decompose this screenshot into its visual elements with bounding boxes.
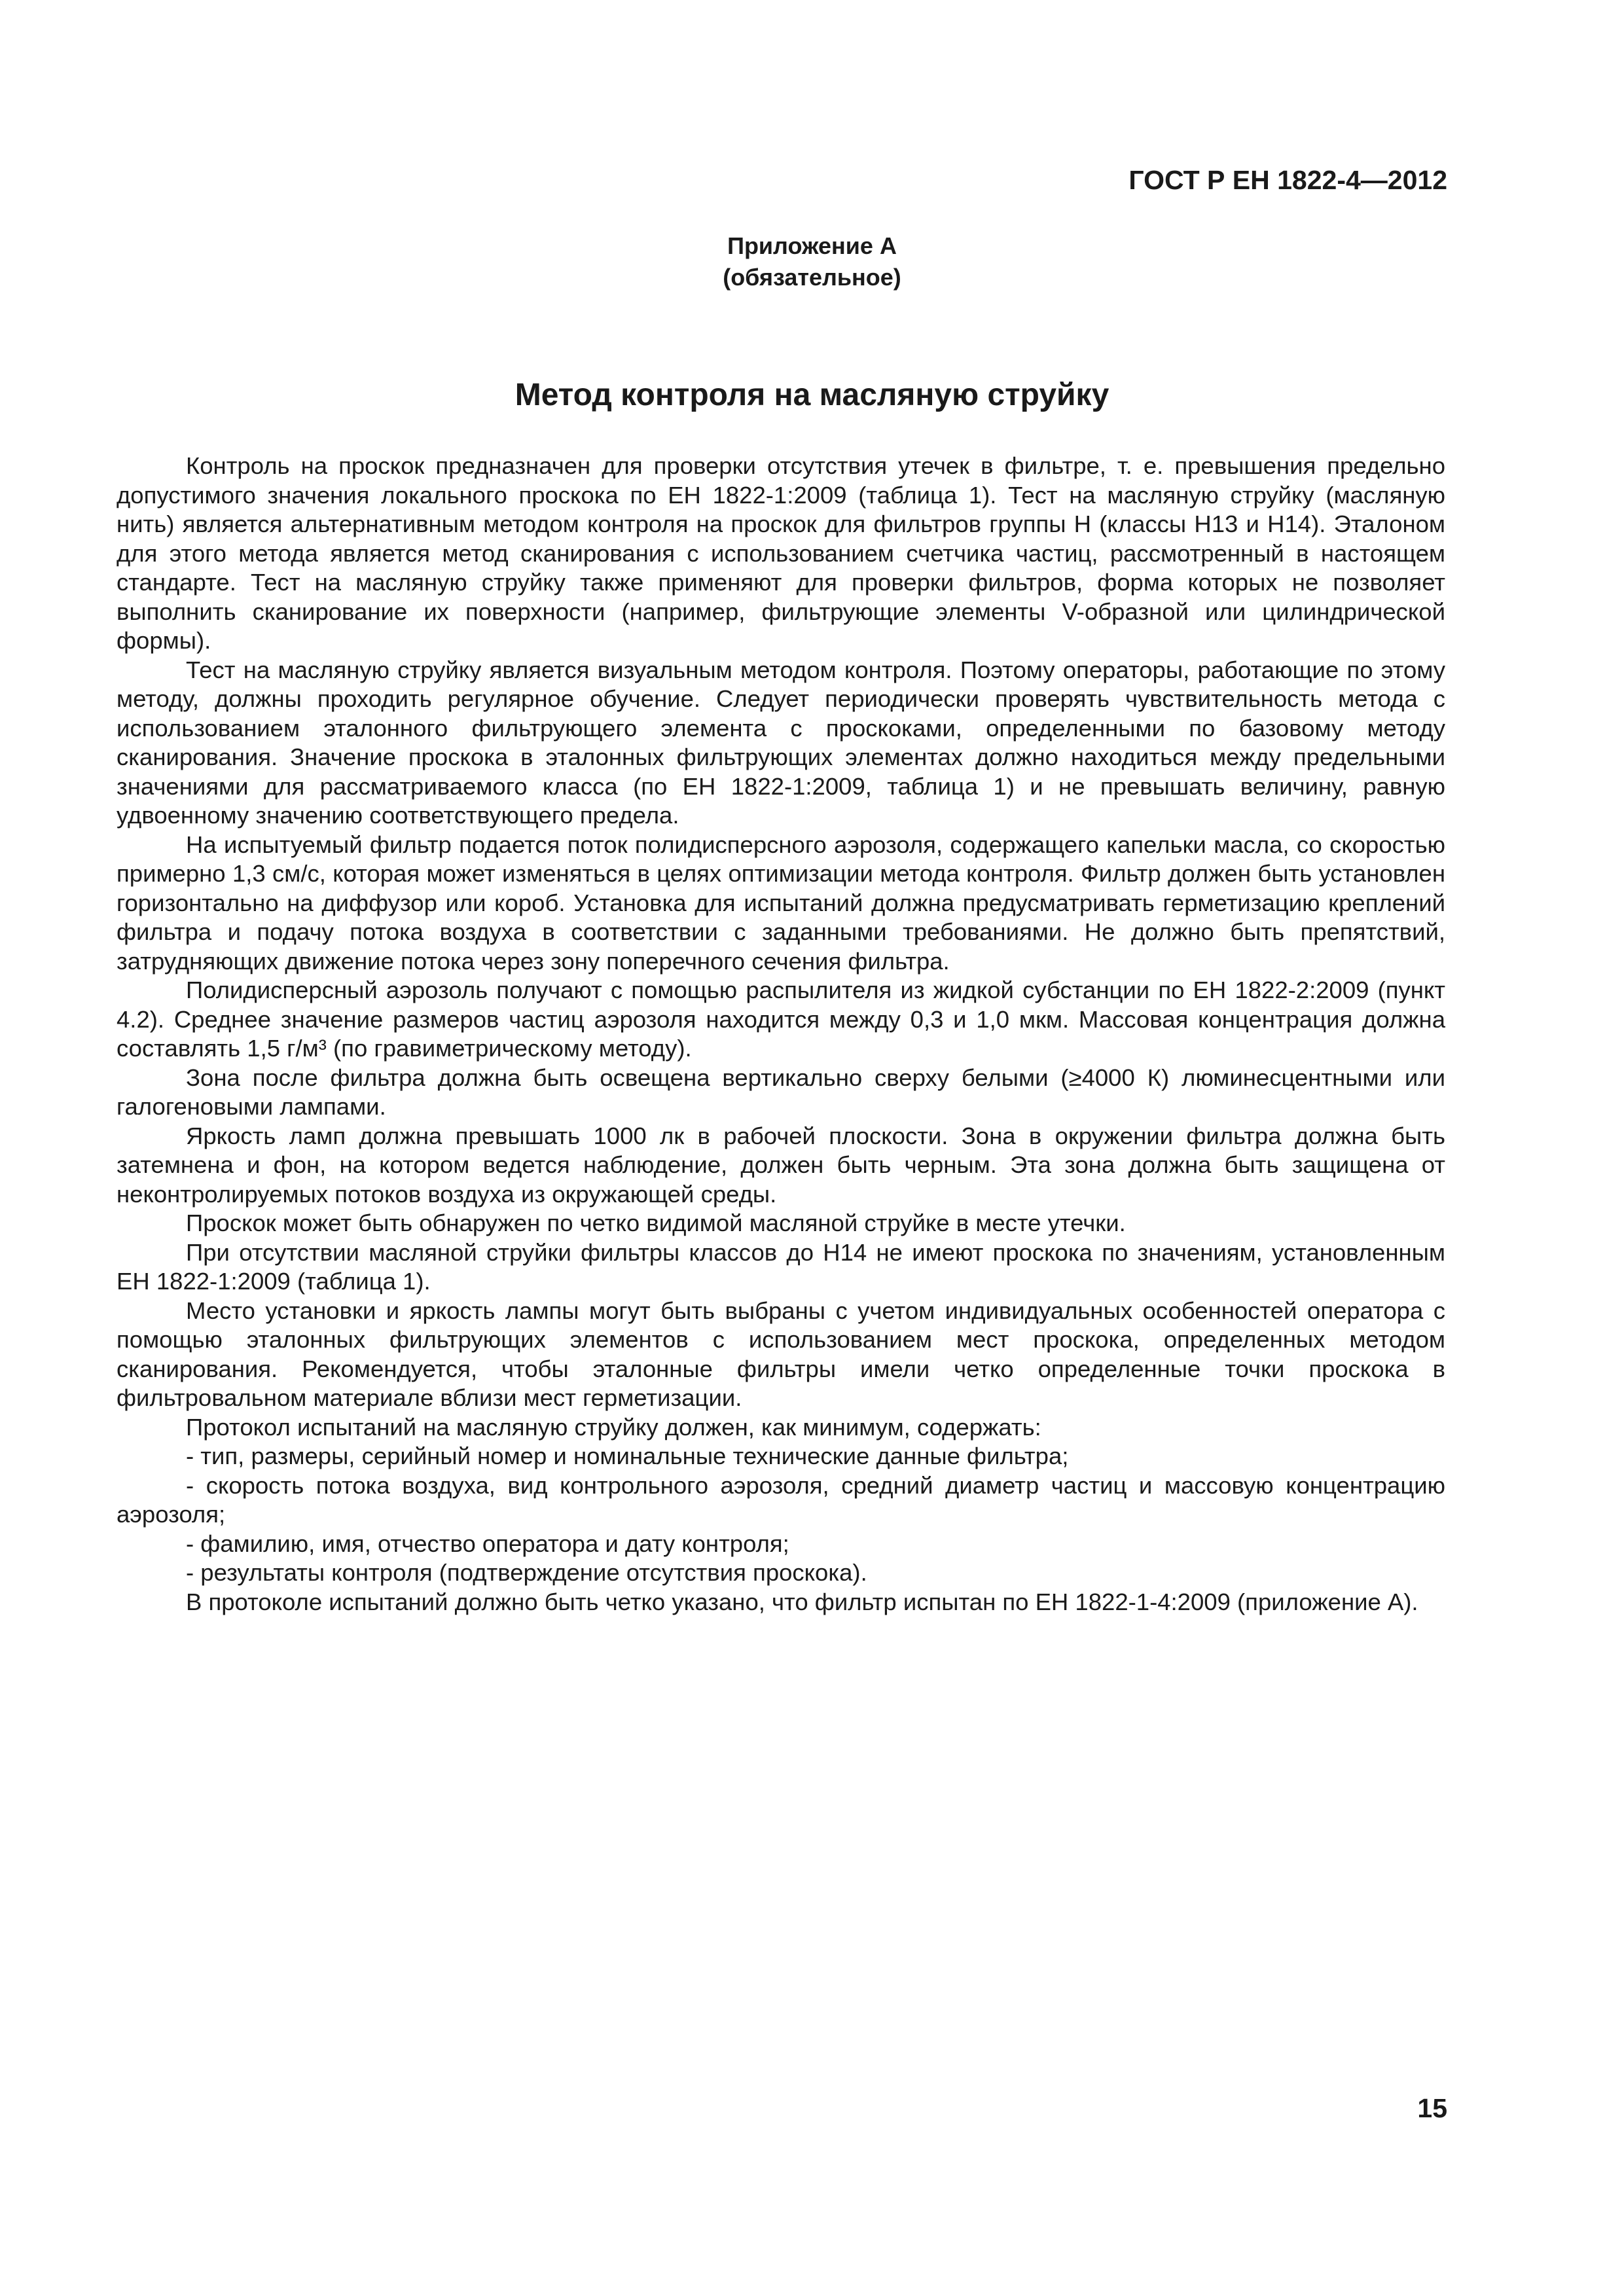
section-title: Метод контроля на масляную струйку <box>514 378 1110 412</box>
annex-label: Приложение А <box>727 232 897 259</box>
paragraph: Место установки и яркость лампы могут быть выбраны с учетом индивидуальных особенностей оператора с помощью эталонных фильтрующих элементов с использованием мест проскока, определенных методом сканирования. Рекомендуется, чтобы эталонные фильтры имели четко определенные точки проскока в фильтровальном материале вблизи мест герметизации. <box>117 1297 1445 1411</box>
page-number: 15 <box>1417 2093 1447 2123</box>
list-item: - тип, размеры, серийный номер и номинальные технические данные фильтра; <box>186 1443 1069 1469</box>
paragraph: При отсутствии масляной струйки фильтры классов до Н14 не имеют проскока по значениям, установленным ЕН 1822-1:2009 (таблица 1). <box>117 1238 1445 1295</box>
paragraph: Проскок может быть обнаружен по четко видимой масляной струйке в месте утечки. <box>186 1210 1126 1236</box>
paragraph: Протокол испытаний на масляную струйку должен, как минимум, содержать: <box>186 1413 1041 1441</box>
paragraph: Яркость ламп должна превышать 1000 лк в рабочей плоскости. Зона в окружении фильтра должна быть затемнена и фон, на котором ведется наблюдение, должен быть черным. Эта зона должна быть защищена от неконтролируемых потоков воздуха из окружающей среды. <box>117 1122 1445 1208</box>
paragraph: На испытуемый фильтр подается поток полидисперсного аэрозоля, содержащего капельки масла, со скоростью примерно 1,3 см/с, которая может изменяться в целях оптимизации метода контроля. Фильтр должен быть установлен горизонтально на диффузор или короб. Установка для испытаний должна предусматривать герметизацию креплений фильтра и подачу потока воздуха в соответствии с заданными требованиями. Не должно быть препятствий, затрудняющих движение потока через зону поперечного сечения фильтра. <box>117 831 1445 975</box>
paragraph: В протоколе испытаний должно быть четко указано, что фильтр испытан по ЕН 1822-1-4:2009 (приложение А). <box>186 1588 1418 1615</box>
list-item: - результаты контроля (подтверждение отсутствия проскока). <box>186 1559 867 1586</box>
annex-status: (обязательное) <box>723 264 901 291</box>
paragraph: Полидисперсный аэрозоль получают с помощью распылителя из жидкой субстанции по ЕН 1822-2:2009 (пункт 4.2). Среднее значение размеров частиц аэрозоля находится между 0,3 и 1,0 мкм. Массовая концентрация должна составлять 1,5 г/м³ (по гравиметрическому методу). <box>117 977 1445 1062</box>
list-item: - фамилию, имя, отчество оператора и дату контроля; <box>186 1530 789 1557</box>
body-text <box>117 452 1445 1617</box>
annex-heading <box>0 230 1624 293</box>
paragraph: Контроль на проскок предназначен для проверки отсутствия утечек в фильтре, т. е. превышения предельно допустимого значения локального проскока по ЕН 1822-1:2009 (таблица 1). Тест на масляную струйку (масляную нить) является альтернативным методом контроля на проскок для фильтров группы Н (классы Н13 и Н14). Эталоном для этого метода является метод сканирования с использованием счетчика частиц, рассмотренный в настоящем стандарте. Тест на масляную струйку также применяют для проверки фильтров, форма которых не позволяет выполнить сканирование их поверхности (например, фильтрующие элементы V-образной или цилиндрической формы). <box>117 452 1445 654</box>
list-item: - скорость потока воздуха, вид контрольного аэрозоля, средний диаметр частиц и массовую концентрацию аэрозоля; <box>117 1471 1445 1528</box>
paragraph: Зона после фильтра должна быть освещена вертикально сверху белыми (≥4000 К) люминесцентными или галогеновыми лампами. <box>117 1064 1445 1120</box>
document-code: ГОСТ Р ЕН 1822-4—2012 <box>1128 165 1447 195</box>
paragraph: Тест на масляную струйку является визуальным методом контроля. Поэтому операторы, работающие по этому методу, должны проходить регулярное обучение. Следует периодически проверять чувствительность метода с использованием эталонного фильтрующего элемента с проскоками, определенными по базовому методу сканирования. Значение проскока в эталонных фильтрующих элементах должно находиться между предельными значениями для рассматриваемого класса (по ЕН 1822-1:2009, таблица 1) и не превышать величину, равную удвоенному значению соответствующего предела. <box>117 656 1445 829</box>
